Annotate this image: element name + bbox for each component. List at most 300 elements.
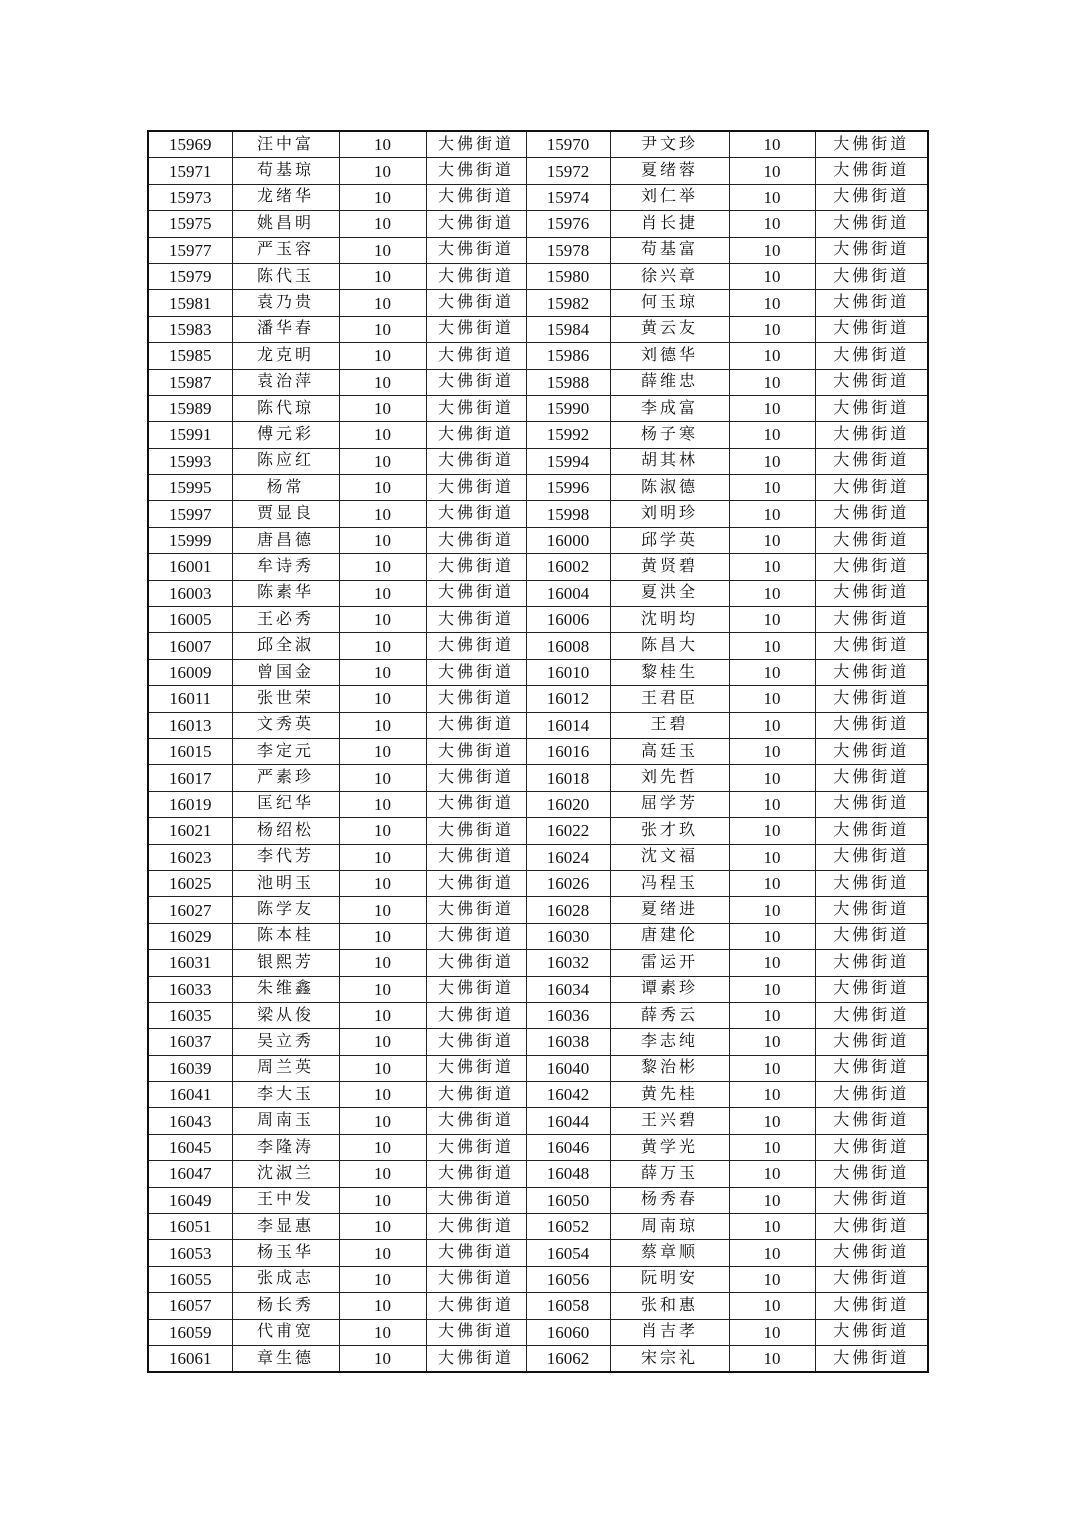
amount-left: 10 [339,290,426,316]
subdistrict-right: 大佛街道 [815,527,928,553]
subdistrict-left: 大佛街道 [426,290,526,316]
amount-right: 10 [729,131,815,158]
amount-right: 10 [729,1134,815,1160]
person-name-right: 夏洪全 [610,580,729,606]
entry-number-right: 15998 [526,501,610,527]
subdistrict-right: 大佛街道 [815,1082,928,1108]
person-name-right: 黄贤碧 [610,554,729,580]
amount-right: 10 [729,870,815,896]
person-name-left: 池明玉 [232,870,339,896]
amount-left: 10 [339,1134,426,1160]
subdistrict-right: 大佛街道 [815,158,928,184]
table-row [148,1029,928,1055]
entry-number-left: 15993 [148,448,232,474]
entry-number-left: 15985 [148,343,232,369]
person-name-right: 冯程玉 [610,870,729,896]
person-name-right: 黄先桂 [610,1082,729,1108]
table-row [148,950,928,976]
amount-right: 10 [729,527,815,553]
amount-left: 10 [339,211,426,237]
entry-number-left: 16009 [148,659,232,685]
entry-number-left: 16005 [148,607,232,633]
entry-number-right: 15970 [526,131,610,158]
table-row [148,607,928,633]
table-row [148,1293,928,1319]
entry-number-left: 16049 [148,1187,232,1213]
person-name-left: 杨玉华 [232,1240,339,1266]
table-row [148,1240,928,1266]
subdistrict-left: 大佛街道 [426,765,526,791]
amount-left: 10 [339,791,426,817]
entry-number-left: 15971 [148,158,232,184]
person-name-left: 沈淑兰 [232,1161,339,1187]
amount-right: 10 [729,712,815,738]
subdistrict-left: 大佛街道 [426,976,526,1002]
subdistrict-left: 大佛街道 [426,1108,526,1134]
entry-number-left: 15995 [148,475,232,501]
amount-right: 10 [729,1002,815,1028]
entry-number-left: 16061 [148,1345,232,1372]
entry-number-right: 15992 [526,422,610,448]
subdistrict-right: 大佛街道 [815,791,928,817]
amount-left: 10 [339,1161,426,1187]
entry-number-right: 16042 [526,1082,610,1108]
amount-left: 10 [339,818,426,844]
entry-number-left: 16043 [148,1108,232,1134]
table-row [148,686,928,712]
table-row [148,738,928,764]
person-name-left: 李代芳 [232,844,339,870]
person-name-left: 李定元 [232,738,339,764]
person-name-left: 陈本桂 [232,923,339,949]
person-name-left: 邱全淑 [232,633,339,659]
entry-number-right: 16012 [526,686,610,712]
amount-left: 10 [339,844,426,870]
subdistrict-left: 大佛街道 [426,1319,526,1345]
entry-number-right: 16056 [526,1266,610,1292]
entry-number-right: 15976 [526,211,610,237]
subdistrict-left: 大佛街道 [426,395,526,421]
person-name-left: 代甫宽 [232,1319,339,1345]
entry-number-right: 16024 [526,844,610,870]
amount-right: 10 [729,1240,815,1266]
entry-number-right: 16022 [526,818,610,844]
entry-number-right: 16018 [526,765,610,791]
person-name-right: 阮明安 [610,1266,729,1292]
table-row [148,395,928,421]
entry-number-right: 16054 [526,1240,610,1266]
entry-number-left: 15977 [148,237,232,263]
entry-number-left: 16021 [148,818,232,844]
person-name-right: 张才玖 [610,818,729,844]
person-name-left: 杨绍松 [232,818,339,844]
subdistrict-left: 大佛街道 [426,158,526,184]
entry-number-left: 15991 [148,422,232,448]
entry-number-right: 15990 [526,395,610,421]
person-name-left: 杨长秀 [232,1293,339,1319]
entry-number-left: 16037 [148,1029,232,1055]
entry-number-left: 16015 [148,738,232,764]
subdistrict-left: 大佛街道 [426,422,526,448]
subdistrict-right: 大佛街道 [815,686,928,712]
subdistrict-left: 大佛街道 [426,211,526,237]
subdistrict-left: 大佛街道 [426,448,526,474]
subdistrict-left: 大佛街道 [426,633,526,659]
amount-left: 10 [339,501,426,527]
entry-number-left: 16029 [148,923,232,949]
person-name-left: 王必秀 [232,607,339,633]
table-row [148,527,928,553]
person-name-left: 银熙芳 [232,950,339,976]
person-name-right: 沈明均 [610,607,729,633]
subdistrict-right: 大佛街道 [815,1055,928,1081]
person-name-left: 周兰英 [232,1055,339,1081]
entry-number-right: 16032 [526,950,610,976]
amount-left: 10 [339,1293,426,1319]
amount-right: 10 [729,1293,815,1319]
person-name-right: 雷运开 [610,950,729,976]
person-name-left: 龙绪华 [232,184,339,210]
person-name-right: 张和惠 [610,1293,729,1319]
amount-right: 10 [729,950,815,976]
person-name-left: 陈学友 [232,897,339,923]
subdistrict-right: 大佛街道 [815,1108,928,1134]
amount-left: 10 [339,870,426,896]
table-row [148,976,928,1002]
person-name-left: 汪中富 [232,131,339,158]
subdistrict-left: 大佛街道 [426,580,526,606]
subdistrict-left: 大佛街道 [426,1002,526,1028]
person-name-left: 姚昌明 [232,211,339,237]
amount-right: 10 [729,580,815,606]
amount-left: 10 [339,1240,426,1266]
subdistrict-left: 大佛街道 [426,1345,526,1372]
person-name-left: 朱维鑫 [232,976,339,1002]
amount-left: 10 [339,1266,426,1292]
table-row [148,1055,928,1081]
person-name-left: 唐昌德 [232,527,339,553]
person-name-right: 徐兴章 [610,263,729,289]
entry-number-right: 15986 [526,343,610,369]
subdistrict-right: 大佛街道 [815,870,928,896]
subdistrict-left: 大佛街道 [426,738,526,764]
amount-right: 10 [729,791,815,817]
amount-right: 10 [729,1082,815,1108]
person-name-right: 薛秀云 [610,1002,729,1028]
entry-number-right: 16006 [526,607,610,633]
amount-right: 10 [729,316,815,342]
table-row [148,237,928,263]
amount-right: 10 [729,765,815,791]
entry-number-right: 16008 [526,633,610,659]
subdistrict-left: 大佛街道 [426,1266,526,1292]
table-row [148,290,928,316]
entry-number-right: 16048 [526,1161,610,1187]
table-row [148,1266,928,1292]
amount-right: 10 [729,395,815,421]
amount-left: 10 [339,1055,426,1081]
amount-left: 10 [339,422,426,448]
entry-number-left: 16035 [148,1002,232,1028]
entry-number-left: 16025 [148,870,232,896]
amount-right: 10 [729,1266,815,1292]
table-row [148,712,928,738]
person-name-right: 肖吉孝 [610,1319,729,1345]
subdistrict-left: 大佛街道 [426,237,526,263]
amount-left: 10 [339,950,426,976]
subdistrict-right: 大佛街道 [815,316,928,342]
table-row [148,369,928,395]
subdistrict-left: 大佛街道 [426,686,526,712]
subdistrict-right: 大佛街道 [815,1240,928,1266]
entry-number-left: 16057 [148,1293,232,1319]
subdistrict-right: 大佛街道 [815,211,928,237]
subdistrict-left: 大佛街道 [426,263,526,289]
person-name-left: 张成志 [232,1266,339,1292]
person-name-right: 李志纯 [610,1029,729,1055]
table-row [148,659,928,685]
table-row [148,422,928,448]
amount-left: 10 [339,1319,426,1345]
person-name-left: 傅元彩 [232,422,339,448]
entry-number-right: 16058 [526,1293,610,1319]
amount-left: 10 [339,316,426,342]
amount-left: 10 [339,131,426,158]
table-row [148,765,928,791]
person-name-right: 王碧 [610,712,729,738]
person-name-left: 王中发 [232,1187,339,1213]
amount-right: 10 [729,475,815,501]
entry-number-right: 16002 [526,554,610,580]
amount-left: 10 [339,395,426,421]
person-name-left: 龙克明 [232,343,339,369]
subdistrict-right: 大佛街道 [815,1002,928,1028]
entry-number-left: 16013 [148,712,232,738]
entry-number-left: 16039 [148,1055,232,1081]
subdistrict-right: 大佛街道 [815,131,928,158]
entry-number-right: 16036 [526,1002,610,1028]
amount-right: 10 [729,554,815,580]
table-row [148,1214,928,1240]
subdistrict-right: 大佛街道 [815,448,928,474]
amount-left: 10 [339,1029,426,1055]
entry-number-left: 16041 [148,1082,232,1108]
table-row [148,343,928,369]
table-row [148,475,928,501]
amount-right: 10 [729,738,815,764]
entry-number-right: 16046 [526,1134,610,1160]
person-name-right: 薛万玉 [610,1161,729,1187]
amount-right: 10 [729,1345,815,1372]
subdistrict-left: 大佛街道 [426,1161,526,1187]
amount-right: 10 [729,1214,815,1240]
entry-number-left: 16051 [148,1214,232,1240]
entry-number-right: 15994 [526,448,610,474]
subdistrict-right: 大佛街道 [815,343,928,369]
person-name-left: 李大玉 [232,1082,339,1108]
table-row [148,897,928,923]
amount-left: 10 [339,765,426,791]
entry-number-right: 16004 [526,580,610,606]
person-name-right: 李成富 [610,395,729,421]
subdistrict-left: 大佛街道 [426,712,526,738]
amount-left: 10 [339,897,426,923]
person-name-right: 肖长捷 [610,211,729,237]
entry-number-left: 16031 [148,950,232,976]
table-row [148,1319,928,1345]
person-name-left: 章生德 [232,1345,339,1372]
table-row [148,316,928,342]
entry-number-right: 16040 [526,1055,610,1081]
amount-right: 10 [729,237,815,263]
subdistrict-right: 大佛街道 [815,897,928,923]
person-name-right: 陈昌大 [610,633,729,659]
entry-number-right: 15974 [526,184,610,210]
entry-number-left: 16017 [148,765,232,791]
person-name-left: 匡纪华 [232,791,339,817]
amount-right: 10 [729,923,815,949]
person-name-left: 牟诗秀 [232,554,339,580]
entry-number-right: 15972 [526,158,610,184]
entry-number-left: 16047 [148,1161,232,1187]
person-name-right: 陈淑德 [610,475,729,501]
subdistrict-right: 大佛街道 [815,1187,928,1213]
subdistrict-left: 大佛街道 [426,897,526,923]
subdistrict-right: 大佛街道 [815,1134,928,1160]
subdistrict-left: 大佛街道 [426,659,526,685]
table-row [148,1134,928,1160]
person-name-left: 周南玉 [232,1108,339,1134]
table-row [148,923,928,949]
entry-number-right: 15984 [526,316,610,342]
person-name-right: 唐建伦 [610,923,729,949]
person-name-right: 屈学芳 [610,791,729,817]
subdistrict-left: 大佛街道 [426,316,526,342]
person-name-left: 曾国金 [232,659,339,685]
entry-number-left: 16011 [148,686,232,712]
subdistrict-right: 大佛街道 [815,923,928,949]
person-name-right: 黄学光 [610,1134,729,1160]
entry-number-left: 15997 [148,501,232,527]
amount-left: 10 [339,1002,426,1028]
entry-number-right: 16000 [526,527,610,553]
person-name-right: 黎治彬 [610,1055,729,1081]
amount-left: 10 [339,554,426,580]
table-row [148,184,928,210]
amount-right: 10 [729,659,815,685]
subdistrict-right: 大佛街道 [815,237,928,263]
amount-right: 10 [729,1161,815,1187]
table-row [148,1187,928,1213]
amount-left: 10 [339,343,426,369]
entry-number-left: 16055 [148,1266,232,1292]
person-name-right: 杨秀春 [610,1187,729,1213]
entry-number-left: 16045 [148,1134,232,1160]
person-name-right: 苟基富 [610,237,729,263]
person-name-left: 李隆涛 [232,1134,339,1160]
person-name-right: 尹文珍 [610,131,729,158]
person-name-right: 谭素珍 [610,976,729,1002]
person-name-left: 张世荣 [232,686,339,712]
entry-number-right: 16020 [526,791,610,817]
entry-number-right: 15978 [526,237,610,263]
entry-number-right: 15982 [526,290,610,316]
entry-number-left: 15969 [148,131,232,158]
table-row [148,263,928,289]
subdistrict-left: 大佛街道 [426,554,526,580]
amount-right: 10 [729,263,815,289]
person-name-right: 蔡章顺 [610,1240,729,1266]
subdistrict-left: 大佛街道 [426,475,526,501]
person-name-left: 吴立秀 [232,1029,339,1055]
entry-number-left: 16053 [148,1240,232,1266]
amount-right: 10 [729,686,815,712]
amount-left: 10 [339,686,426,712]
subdistrict-right: 大佛街道 [815,369,928,395]
entry-number-right: 16016 [526,738,610,764]
subdistrict-right: 大佛街道 [815,475,928,501]
person-name-right: 沈文福 [610,844,729,870]
subdistrict-left: 大佛街道 [426,131,526,158]
roster-table [147,130,929,1373]
table-row [148,448,928,474]
table-row [148,1345,928,1372]
entry-number-right: 16050 [526,1187,610,1213]
entry-number-left: 16033 [148,976,232,1002]
subdistrict-right: 大佛街道 [815,765,928,791]
amount-left: 10 [339,633,426,659]
subdistrict-right: 大佛街道 [815,1293,928,1319]
entry-number-right: 15988 [526,369,610,395]
subdistrict-right: 大佛街道 [815,633,928,659]
entry-number-left: 15987 [148,369,232,395]
entry-number-right: 16010 [526,659,610,685]
amount-left: 10 [339,237,426,263]
table-row [148,554,928,580]
entry-number-left: 16023 [148,844,232,870]
amount-left: 10 [339,607,426,633]
amount-right: 10 [729,448,815,474]
subdistrict-right: 大佛街道 [815,580,928,606]
subdistrict-right: 大佛街道 [815,1345,928,1372]
subdistrict-left: 大佛街道 [426,607,526,633]
entry-number-right: 16044 [526,1108,610,1134]
amount-left: 10 [339,369,426,395]
entry-number-left: 16003 [148,580,232,606]
person-name-right: 王兴碧 [610,1108,729,1134]
subdistrict-right: 大佛街道 [815,184,928,210]
subdistrict-right: 大佛街道 [815,290,928,316]
table-row [148,870,928,896]
subdistrict-right: 大佛街道 [815,422,928,448]
person-name-right: 王君臣 [610,686,729,712]
amount-right: 10 [729,369,815,395]
entry-number-left: 15979 [148,263,232,289]
subdistrict-left: 大佛街道 [426,184,526,210]
entry-number-right: 16060 [526,1319,610,1345]
subdistrict-left: 大佛街道 [426,1055,526,1081]
entry-number-left: 15973 [148,184,232,210]
entry-number-left: 16019 [148,791,232,817]
amount-left: 10 [339,448,426,474]
person-name-right: 薛维忠 [610,369,729,395]
person-name-right: 杨子寒 [610,422,729,448]
subdistrict-right: 大佛街道 [815,738,928,764]
subdistrict-left: 大佛街道 [426,369,526,395]
table-row [148,211,928,237]
entry-number-right: 16026 [526,870,610,896]
entry-number-right: 15980 [526,263,610,289]
